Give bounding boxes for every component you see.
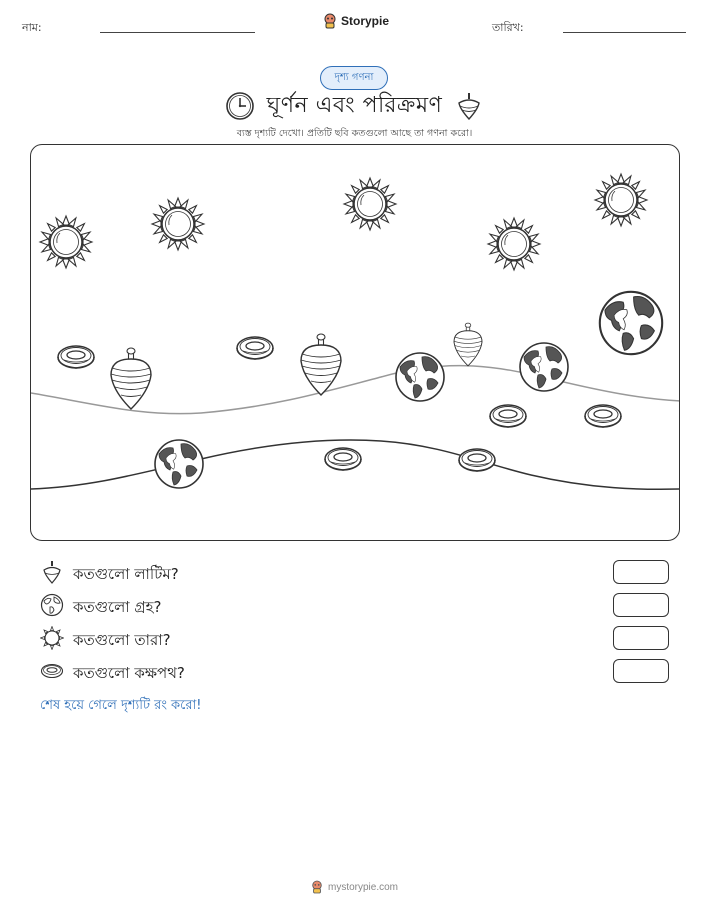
footer-url: mystorypie.com [327, 881, 398, 893]
orbit-ring-icon [40, 659, 64, 683]
question-text: কতগুলো লাটিম? [73, 565, 179, 583]
name-label: নাম: [22, 21, 42, 34]
date-label: তারিখ: [492, 21, 524, 34]
worksheet-header [0, 0, 709, 40]
orbit-ring-5 [325, 448, 361, 470]
clock-icon [225, 91, 255, 121]
star-icon [40, 626, 64, 650]
spinning-top-icon [40, 560, 64, 584]
planet-3 [600, 292, 662, 354]
question-row-stars [40, 626, 670, 652]
spinning-top-1 [111, 348, 151, 409]
name-field[interactable] [100, 32, 255, 33]
spinning-top-3 [454, 323, 482, 366]
star-2 [152, 198, 204, 250]
question-row-orbits [40, 659, 670, 685]
planet-2 [520, 343, 568, 391]
scene-canvas [31, 145, 680, 541]
instructions: ব্যস্ত দৃশ্যটি দেখো। প্রতিটি ছবি কতগুলো আছে তা গণনা করো। [236, 128, 473, 139]
storypie-logo-icon [311, 880, 323, 894]
orbit-ring-1 [58, 346, 94, 368]
answer-box-orbits[interactable] [613, 659, 669, 683]
question-row-planets [40, 593, 670, 619]
brand [323, 13, 389, 29]
star-3 [344, 178, 396, 230]
orbit-ring-4 [585, 405, 621, 427]
coloring-instruction: শেষ হয়ে গেলে দৃশ্যটি রং করো! [40, 698, 202, 713]
date-field[interactable] [563, 32, 686, 33]
orbit-ring-2 [237, 337, 273, 359]
planet-1 [396, 353, 444, 401]
question-text: কতগুলো গ্রহ? [73, 598, 162, 616]
storypie-logo-icon [323, 13, 337, 29]
spinning-top-2 [301, 334, 341, 395]
star-5 [595, 174, 647, 226]
title-row [0, 88, 709, 124]
counting-scene [30, 144, 680, 541]
spinning-top-icon [454, 91, 484, 121]
orbit-ring-3 [490, 405, 526, 427]
category-badge: দৃশ্য গণনা [320, 66, 388, 90]
page-title: ঘূর্ণন এবং পরিক্রমণ [266, 92, 443, 118]
answer-box-tops[interactable] [613, 560, 669, 584]
brand-name: Storypie [341, 14, 390, 28]
orbit-ring-6 [459, 449, 495, 471]
star-4 [488, 218, 540, 270]
footer [0, 880, 709, 894]
question-row-tops [40, 560, 670, 586]
question-text: কতগুলো তারা? [73, 631, 171, 649]
answer-box-planets[interactable] [613, 593, 669, 617]
star-1 [40, 216, 92, 268]
question-text: কতগুলো কক্ষপথ? [73, 664, 185, 682]
planet-icon [40, 593, 64, 617]
answer-box-stars[interactable] [613, 626, 669, 650]
planet-4 [155, 440, 203, 488]
